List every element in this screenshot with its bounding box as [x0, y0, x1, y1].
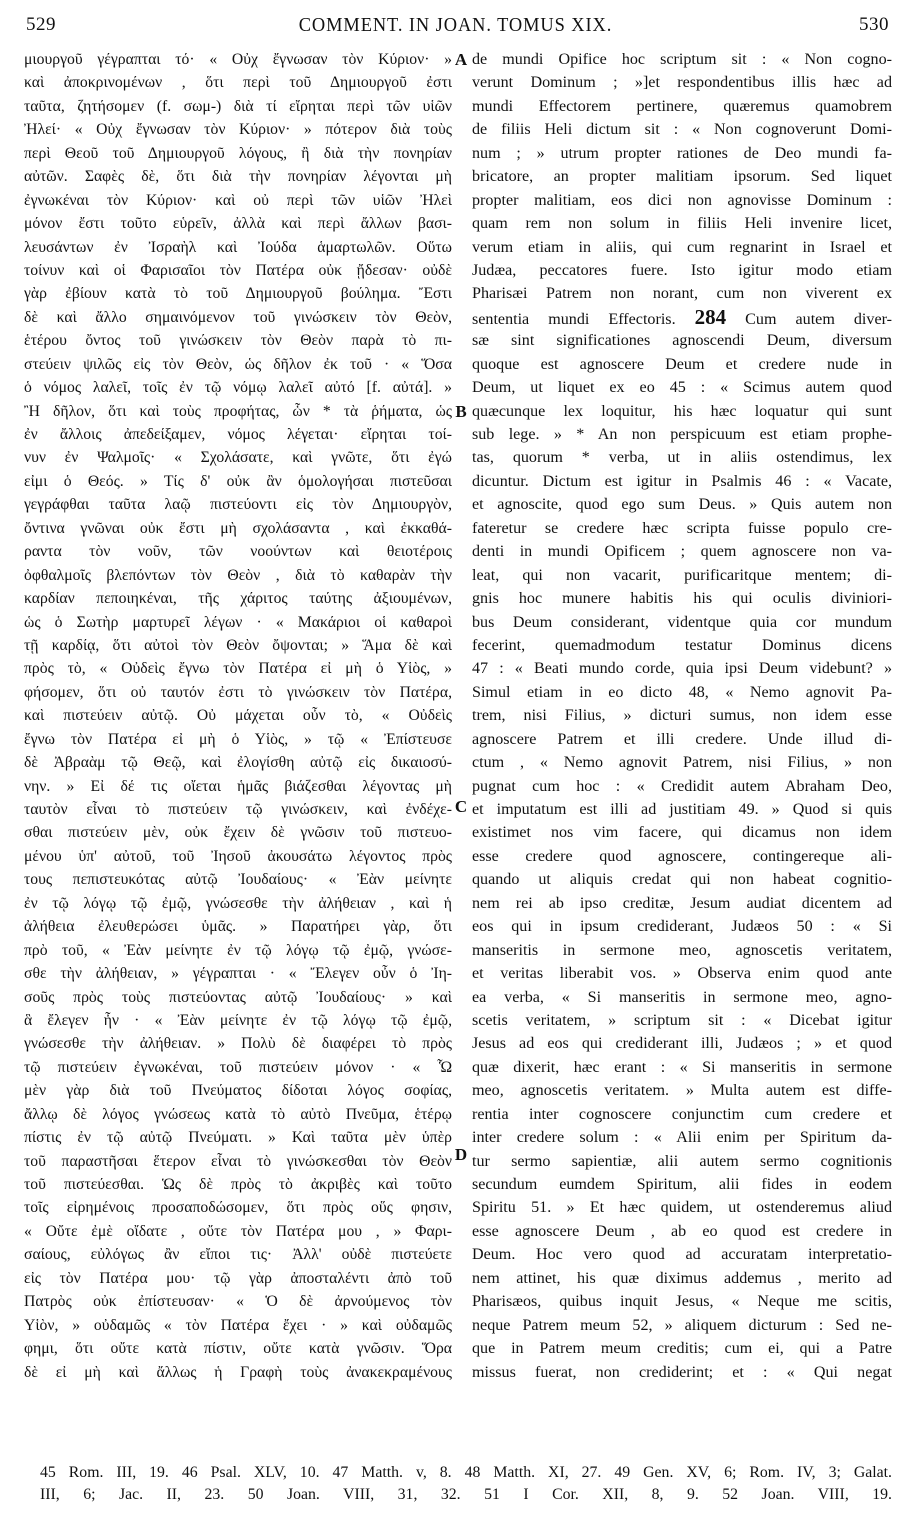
- greek-text-line: Υἱὸν, » οὐδαμῶς « τὸν Πατέρα ἔχει · » καὶ οὐδαμῶς: [24, 1316, 452, 1334]
- latin-text-line: neque Patrem meum 52, » aliquem dicturum : Sed ne-: [472, 1316, 892, 1334]
- latin-text-line: denti in mundi Opificem ; quem agnoscere non va-: [472, 543, 892, 561]
- latin-text-line: quoque est agnoscere Deum et credere nude in: [472, 355, 892, 373]
- footnotes: [40, 1462, 892, 1506]
- latin-text-line: tur sermo sapientiæ, alii autem sermo cognitionis: [472, 1152, 892, 1170]
- latin-text-line: quæ dixerit, hæc erant : « Si manseritis in sermone: [472, 1058, 892, 1076]
- greek-text-line: λευσάντων ἐν Ἰσραὴλ καὶ Ἰούδα ἁμαρτωλῶν. Οὕτω: [24, 238, 452, 256]
- greek-text-line: ἐν τῷ λόγῳ τῷ ἐμῷ, γνώσεσθε τὴν ἀλήθειαν , καὶ ἡ: [24, 894, 452, 912]
- latin-text-line: quando ut aliquis credat qui non habeat cognitio-: [472, 871, 892, 889]
- greek-text-line: νυν ἐν Ψαλμοῖς· « Σχολάσατε, καὶ γνῶτε, ὅτι ἐγώ: [24, 449, 452, 467]
- latin-text-line: Jesus ad eos qui crediderant illi, Judæos ; » et quod: [472, 1035, 892, 1053]
- latin-text-line: esse agnoscere Deum , ab eo quod est credere in: [472, 1222, 892, 1240]
- latin-text-line: propter malitiam, eos dici non agnovisse Dominum :: [472, 191, 892, 209]
- greek-text-line: ἃ ἔλεγεν ἦν · « Ἐὰν μείνητε ἐν τῷ λόγῳ τῷ ἐμῷ,: [24, 1011, 452, 1029]
- greek-text-line: τῇ καρδίᾳ, ὅτι αὐτοὶ τὸν Θεὸν ὄψονται; » Ἅμα δὲ καὶ: [24, 636, 452, 654]
- latin-text-line: Simul etiam in eo dicto 48, « Nemo agnovit Pa-: [472, 683, 892, 701]
- latin-text-line: verunt Dominum ; »]et respondentibus illis hæc ad: [472, 74, 892, 92]
- greek-text-line: μιουργοῦ γέγραπται τό· « Οὐχ ἔγνωσαν τὸν Κύριον· »: [24, 51, 452, 68]
- margin-marker-b: B: [455, 402, 467, 421]
- margin-marker-c: C: [454, 797, 468, 816]
- greek-text-line: πρὸς τὸ, « Οὐδεὶς ἔγνω τὸν Πατέρα εἰ μὴ ὁ Υἱὸς, »: [24, 660, 452, 678]
- greek-text-line: ραντα τὸν νοῦν, τῶν νοούντων καὶ θειοτέροις: [24, 543, 452, 561]
- latin-text-line: verum etiam in aliis, qui cum regnarint in Israel et: [472, 238, 892, 256]
- greek-text-line: στεύειν ψιλῶς εἰς τὸν Θεὸν, ὡς δῆλον ἐκ τοῦ · « Ὅσα: [24, 355, 452, 373]
- latin-text-line: Spiritu 51. » Et hæc quidem, ut ostenderemus aliud: [472, 1199, 892, 1217]
- latin-text-line: meo, agnoscetis veritatem. » Multa autem est diffe-: [472, 1082, 892, 1100]
- greek-text-column: [24, 48, 452, 1453]
- latin-text-line: tas, quorum * verba, ut in aliis ostendimus, lex: [472, 449, 892, 467]
- footnote-line: III, 6; Jac. II, 23. 50 Joan. VIII, 31, 32. 51 I Cor. XII, 8, 9. 52 Joan. VIII, 19.: [40, 1486, 892, 1503]
- greek-text-line: δὲ εἰ μὴ καὶ ἄλλως ἡ Γραφὴ τοὺς ἀνακεκραμένους: [24, 1363, 452, 1381]
- greek-text-line: μόνον ἔστι τοῦτο εὑρεῖν, ἀλλὰ καὶ περὶ ἄλλων βασι-: [24, 215, 452, 233]
- section-number: 284: [694, 305, 727, 329]
- greek-text-line: πίστις ἐν τῷ αὐτῷ Πνεύματι. » Καὶ ταῦτα μὲν ὑπὲρ: [24, 1129, 452, 1147]
- greek-text-line: φήσομεν, ὅτι οὐ ταυτόν ἐστι τὸ γινώσκειν τὸν Πατέρα,: [24, 683, 452, 701]
- latin-text-line: nem attinet, his quæ diximus addemus , merito ad: [472, 1269, 892, 1287]
- greek-text-line: γὰρ ἐβίουν κατὰ τὸ τοῦ Δημιουργοῦ βούλημα. Ἔστι: [24, 285, 452, 303]
- greek-text-line: σοῦς πρὸς τοὺς πιστεύοντας αὐτῷ Ἰουδαίους· » καὶ: [24, 988, 452, 1006]
- latin-text-line: esse credere quod agnoscere, contingereque ali-: [472, 847, 892, 865]
- latin-text-line: eos qui in ipsum crediderant, Judæos 50 : « Si: [472, 918, 892, 936]
- latin-text-line: mundi Effectorem pertinere, quæremus quamobrem: [472, 97, 892, 115]
- latin-text-line: de filiis Heli dictum sit : « Non cognoverunt Domi-: [472, 121, 892, 139]
- greek-text-line: ταυτὸν εἶναι τὸ πιστεύειν τῷ γινώσκειν, καὶ ἐνδέχε-: [24, 801, 452, 818]
- greek-text-line: ὀφθαλμοῖς βλεπόντων τὸν Θεὸν , διὰ τὸ καθαρὰν τὴν: [24, 566, 452, 584]
- latin-text-line: que in Patrem meum creditis; cum ei, qui a Patre: [472, 1340, 892, 1358]
- latin-text-line: scetis veritatem, » scriptum sit : « Dicebat igitur: [472, 1011, 892, 1029]
- greek-text-line: καὶ ἀποκρινομένων , ὅτι περὶ τοῦ Δημιουργοῦ ἐστι: [24, 74, 452, 92]
- latin-text-line: dicuntur. Dictum est igitur in Psalmis 46 : « Vacate,: [472, 472, 892, 490]
- greek-text-line: Πατρὸς οὐκ ἐπίστευσαν· « Ὁ δὲ ἀρνούμενος τὸν: [24, 1293, 452, 1311]
- latin-text-column: [472, 48, 892, 1453]
- greek-text-line: εἰς τὸν Πατέρα μου· τῷ γὰρ ἀποσταλέντι ἀπὸ τοῦ: [24, 1269, 452, 1287]
- greek-text-line: περὶ Θεοῦ τοῦ Δημιουργοῦ λόγους, ἢ διὰ τὴν πονηρίαν: [24, 144, 452, 162]
- greek-text-line: τους πεπιστευκότας αὐτῷ Ἰουδαίους· « Ἐὰν μείνητε: [24, 871, 452, 889]
- page-number-left: 529: [26, 14, 56, 35]
- latin-text-line: Deum, ut liquet ex eo 45 : « Scimus autem quod: [472, 379, 892, 397]
- greek-text-line: τοίνυν καὶ οἱ Φαρισαῖοι τὸν Πατέρα οὐκ ᾔδεσαν· οὐδὲ: [24, 261, 452, 279]
- latin-text-line: ea verba, « Si manseritis in sermone meo, agno-: [472, 988, 892, 1006]
- greek-text-line: ὡς ὁ Σωτὴρ μαρτυρεῖ λέγων · « Μακάριοι οἱ καθαροὶ: [24, 613, 452, 631]
- greek-text-line: τῷ πιστεύειν ἐγνωκέναι, τοῦ πιστεύειν μόνον · « Ὧ: [24, 1058, 452, 1076]
- greek-text-line: σθαι πιστεύειν μὲν, οὐκ ἔχειν δὲ γνῶσιν τοῦ πιστευο-: [24, 824, 452, 842]
- latin-text-line: 47 : « Beati mundo corde, quia ipsi Deum videbunt? »: [472, 660, 892, 678]
- greek-text-line: ὄντινα γνῶναι οὐκ ἔστι μὴ σχολάσαντα , καὶ ἐκκαθά-: [24, 519, 452, 537]
- latin-text-line: rentia inter cognoscere conjunctim cum credere et: [472, 1105, 892, 1123]
- latin-text-line: missus fuerat, non crediderint; et : « Qui negat: [472, 1363, 892, 1381]
- greek-text-line: τοῦ πιστεύεσθαι. Ὡς δὲ πρὸς τὸ ἀκριβὲς καὶ τοῦτο: [24, 1176, 452, 1193]
- latin-text-line: et agnoscite, quod ego sum Deus. » Quis autem non: [472, 496, 892, 514]
- latin-text-line: sententia mundi Effectoris. 284 Cum autem diver-: [472, 305, 892, 329]
- greek-text-line: εἰμι ὁ Θεός. » Τίς δ' οὐκ ἂν ὁμολογήσαι πιστεῦσαι: [24, 472, 452, 490]
- latin-text-line: sæ sint significationes agnoscendi Deum, diversum: [472, 332, 892, 350]
- greek-text-line: σαίους, εὐλόγως ἂν εἴποι τις· Ἀλλ' οὐδὲ πιστεύετε: [24, 1246, 452, 1264]
- margin-marker-a: A: [454, 50, 468, 69]
- margin-marker-d: D: [454, 1145, 468, 1164]
- greek-text-line: σθε τὴν ἀλήθειαν, » γέγραπται · « Ἔλεγεν οὖν ὁ Ἰη-: [24, 965, 452, 983]
- latin-text-line: bus Deum considerant, videntque quia cor mundum: [472, 613, 892, 631]
- greek-text-line: Ἠλεί· « Οὐχ ἔγνωσαν τὸν Κύριον· » πότερον διὰ τοὺς: [24, 121, 452, 139]
- page-number-right: 530: [859, 14, 889, 35]
- greek-text-line: μένου ὑπ' αὐτοῦ, τοῦ Ἰησοῦ ἀκουσάτω λέγοντος πρὸς: [24, 847, 452, 865]
- latin-text-line: bricatore, an propter malitiam ipsorum. Sed liquet: [472, 168, 892, 186]
- greek-text-line: καρδίαν πεποιηκέναι, τῆς χάριτος ταύτης ἀξιουμένων,: [24, 590, 452, 608]
- greek-text-line: τοῦ παραστῆσαι ἕτερον εἶναι τὸ γινώσκεσθαι τὸν Θεὸν: [24, 1152, 452, 1170]
- greek-text-line: ἐγνωκέναι τὸν Κύριον· καὶ οὐ περὶ τῶν υἱῶν Ἠλεὶ: [24, 191, 452, 209]
- greek-text-line: « Οὔτε ἐμὲ οἴδατε , οὔτε τὸν Πατέρα μου , » Φαρι-: [24, 1222, 452, 1240]
- running-title: COMMENT. IN JOAN. TOMUS XIX.: [298, 14, 613, 36]
- latin-text-line: secundum eumdem Spiritum, alii fides in eodem: [472, 1176, 892, 1193]
- latin-text-line: Judæa, peccatores fuere. Isto igitur modo etiam: [472, 261, 892, 279]
- greek-text-line: δὲ Ἀβραὰμ τῷ Θεῷ, καὶ ἐλογίσθη αὐτῷ εἰς δικαιοσύ-: [24, 754, 452, 772]
- greek-text-line: φημι, ὅτι οὔτε κατὰ πίστιν, οὔτε κατὰ γνῶσιν. Ὅρα: [24, 1340, 452, 1358]
- latin-text-line: sub lege. » * An non perspicuum est etiam prophe-: [472, 426, 892, 443]
- latin-text-line: Pharisæos, quibus inquit Jesus, « Neque me scitis,: [472, 1293, 892, 1311]
- greek-text-line: γεγράφθαι ταῦτα λαῷ πιστεύοντι εἰς τὸν Δημιουργὸν,: [24, 496, 452, 514]
- greek-text-line: ἀλήθεια ἐλευθερώσει ὑμᾶς. » Παρατήρει γὰρ, ὅτι: [24, 918, 452, 936]
- greek-text-line: μὲν γὰρ διὰ τοῦ Πνεύματος δίδοται λόγος σοφίας,: [24, 1082, 452, 1100]
- greek-text-line: τοῖς εἰρημένοις προσαποδώσομεν, ὅτι πρὸς οὕς φησιν,: [24, 1199, 452, 1217]
- greek-text-line: νην. » Εἰ δέ τις οἴεται ἡμᾶς βιάζεσθαι λέγοντας μὴ: [24, 777, 452, 795]
- greek-text-line: ταῦτα, ζητήσομεν (f. σωμ-) διὰ τί εἴρηται περὶ τῶν υἱῶν: [24, 97, 452, 115]
- latin-text-line: de mundi Opifice hoc scriptum sit : « Non cogno-: [472, 51, 892, 68]
- latin-text-line: fateretur se credere hæc scripta fuisse populo cre-: [472, 519, 892, 537]
- latin-text-line: ctum , « Nemo agnovit Patrem, nisi Filius, » non: [472, 754, 892, 772]
- greek-text-line: γνώσεσθε τὴν ἀλήθειαν. » Πολὺ δὲ διαφέρει τὸ πρὸς: [24, 1035, 452, 1053]
- greek-text-line: πρὸ τοῦ, « Ἐὰν μείνητε ἐν τῷ λόγῳ τῷ ἐμῷ, γνώσε-: [24, 941, 452, 959]
- latin-text-line: leat, qui non vacarit, purificaritque mentem; di-: [472, 566, 892, 584]
- latin-text-line: nem rei ab ipso creditæ, Jesum audiat dicentem ad: [472, 894, 892, 912]
- greek-text-line: ὁ νόμος λαλεῖ, τοῖς ἐν τῷ νόμῳ λαλεῖ αὐτό [f. αὐτά]. »: [24, 379, 452, 397]
- latin-text-line: et imputatum est illi ad justitiam 49. » Quod si quis: [472, 801, 892, 818]
- latin-text-line: trem, nisi Filius, » dicturi sumus, non idem esse: [472, 707, 892, 725]
- latin-text-line: existimet nos vim facere, qui dicamus non idem: [472, 824, 892, 842]
- latin-text-line: quæcunque lex loquitur, his hæc loquatur qui sunt: [472, 402, 892, 420]
- latin-text-line: Pharisæi Patrem non norant, cum non viverent ex: [472, 285, 892, 303]
- footnote-line: 45 Rom. III, 19. 46 Psal. XLV, 10. 47 Matth. v, 8. 48 Matth. XI, 27. 49 Gen. XV, 6; Rom. IV, 3; Galat.: [40, 1464, 892, 1481]
- greek-text-line: ἄλλῳ δὲ λόγος γνώσεως κατὰ τὸ αὐτὸ Πνεῦμα, ἑτέρῳ: [24, 1105, 452, 1123]
- greek-text-line: δὲ καὶ ἄλλο σημαινόμενον τοῦ γινώσκειν τὸν Θεὸν,: [24, 308, 452, 326]
- latin-text-line: gnis hoc munere habitis his qui oculis diviniori-: [472, 590, 892, 608]
- latin-text-line: inter credere solum : « Alii enim per Spiritum da-: [472, 1129, 892, 1147]
- latin-text-line: manseritis in sermone meo, agnoscetis veritatem,: [472, 941, 892, 959]
- greek-text-line: αὐτῶν. Σαφὲς δὲ, ὅτι διὰ τὴν πονηρίαν λέγονται μὴ: [24, 168, 452, 186]
- latin-text-line: pugnat cum hoc : « Credidit autem Abraham Deo,: [472, 777, 892, 795]
- latin-text-line: fecerint, quemadmodum testatur Dominus dicens: [472, 636, 892, 654]
- greek-text-line: ἐν ἄλλοις ἀπεδείξαμεν, νόμος λέγεται· εἴρηται τοί-: [24, 426, 452, 443]
- latin-text-line: num ; » utrum propter rationes de Deo mundi fa-: [472, 144, 892, 162]
- greek-text-line: ἑτέρου ὄντος τοῦ γινώσκειν τὸν Θεὸν παρὰ τὸ πι-: [24, 332, 452, 350]
- latin-text-line: agnoscere Patrem et illi credere. Unde illud di-: [472, 730, 892, 748]
- greek-text-line: Ἢ δῆλον, ὅτι καὶ τοὺς προφήτας, ὧν * τὰ ῥήματα, ὡς: [24, 402, 452, 420]
- latin-text-line: quam rem non solum in filiis Heli invenire licet,: [472, 215, 892, 233]
- greek-text-line: καὶ πιστεύειν αὐτῷ. Οὐ μάχεται οὖν τὸ, « Οὐδεὶς: [24, 707, 452, 725]
- page-header: [20, 14, 891, 38]
- latin-text-line: Deum. Hoc vero quod ad accuratam interpretatio-: [472, 1246, 892, 1264]
- greek-text-line: ἔγνω τὸν Πατέρα εἰ μὴ ὁ Υἱὸς, » τῷ « Ἐπίστευσε: [24, 730, 452, 748]
- latin-text-line: et veritas liberabit vos. » Observa enim quod ante: [472, 965, 892, 983]
